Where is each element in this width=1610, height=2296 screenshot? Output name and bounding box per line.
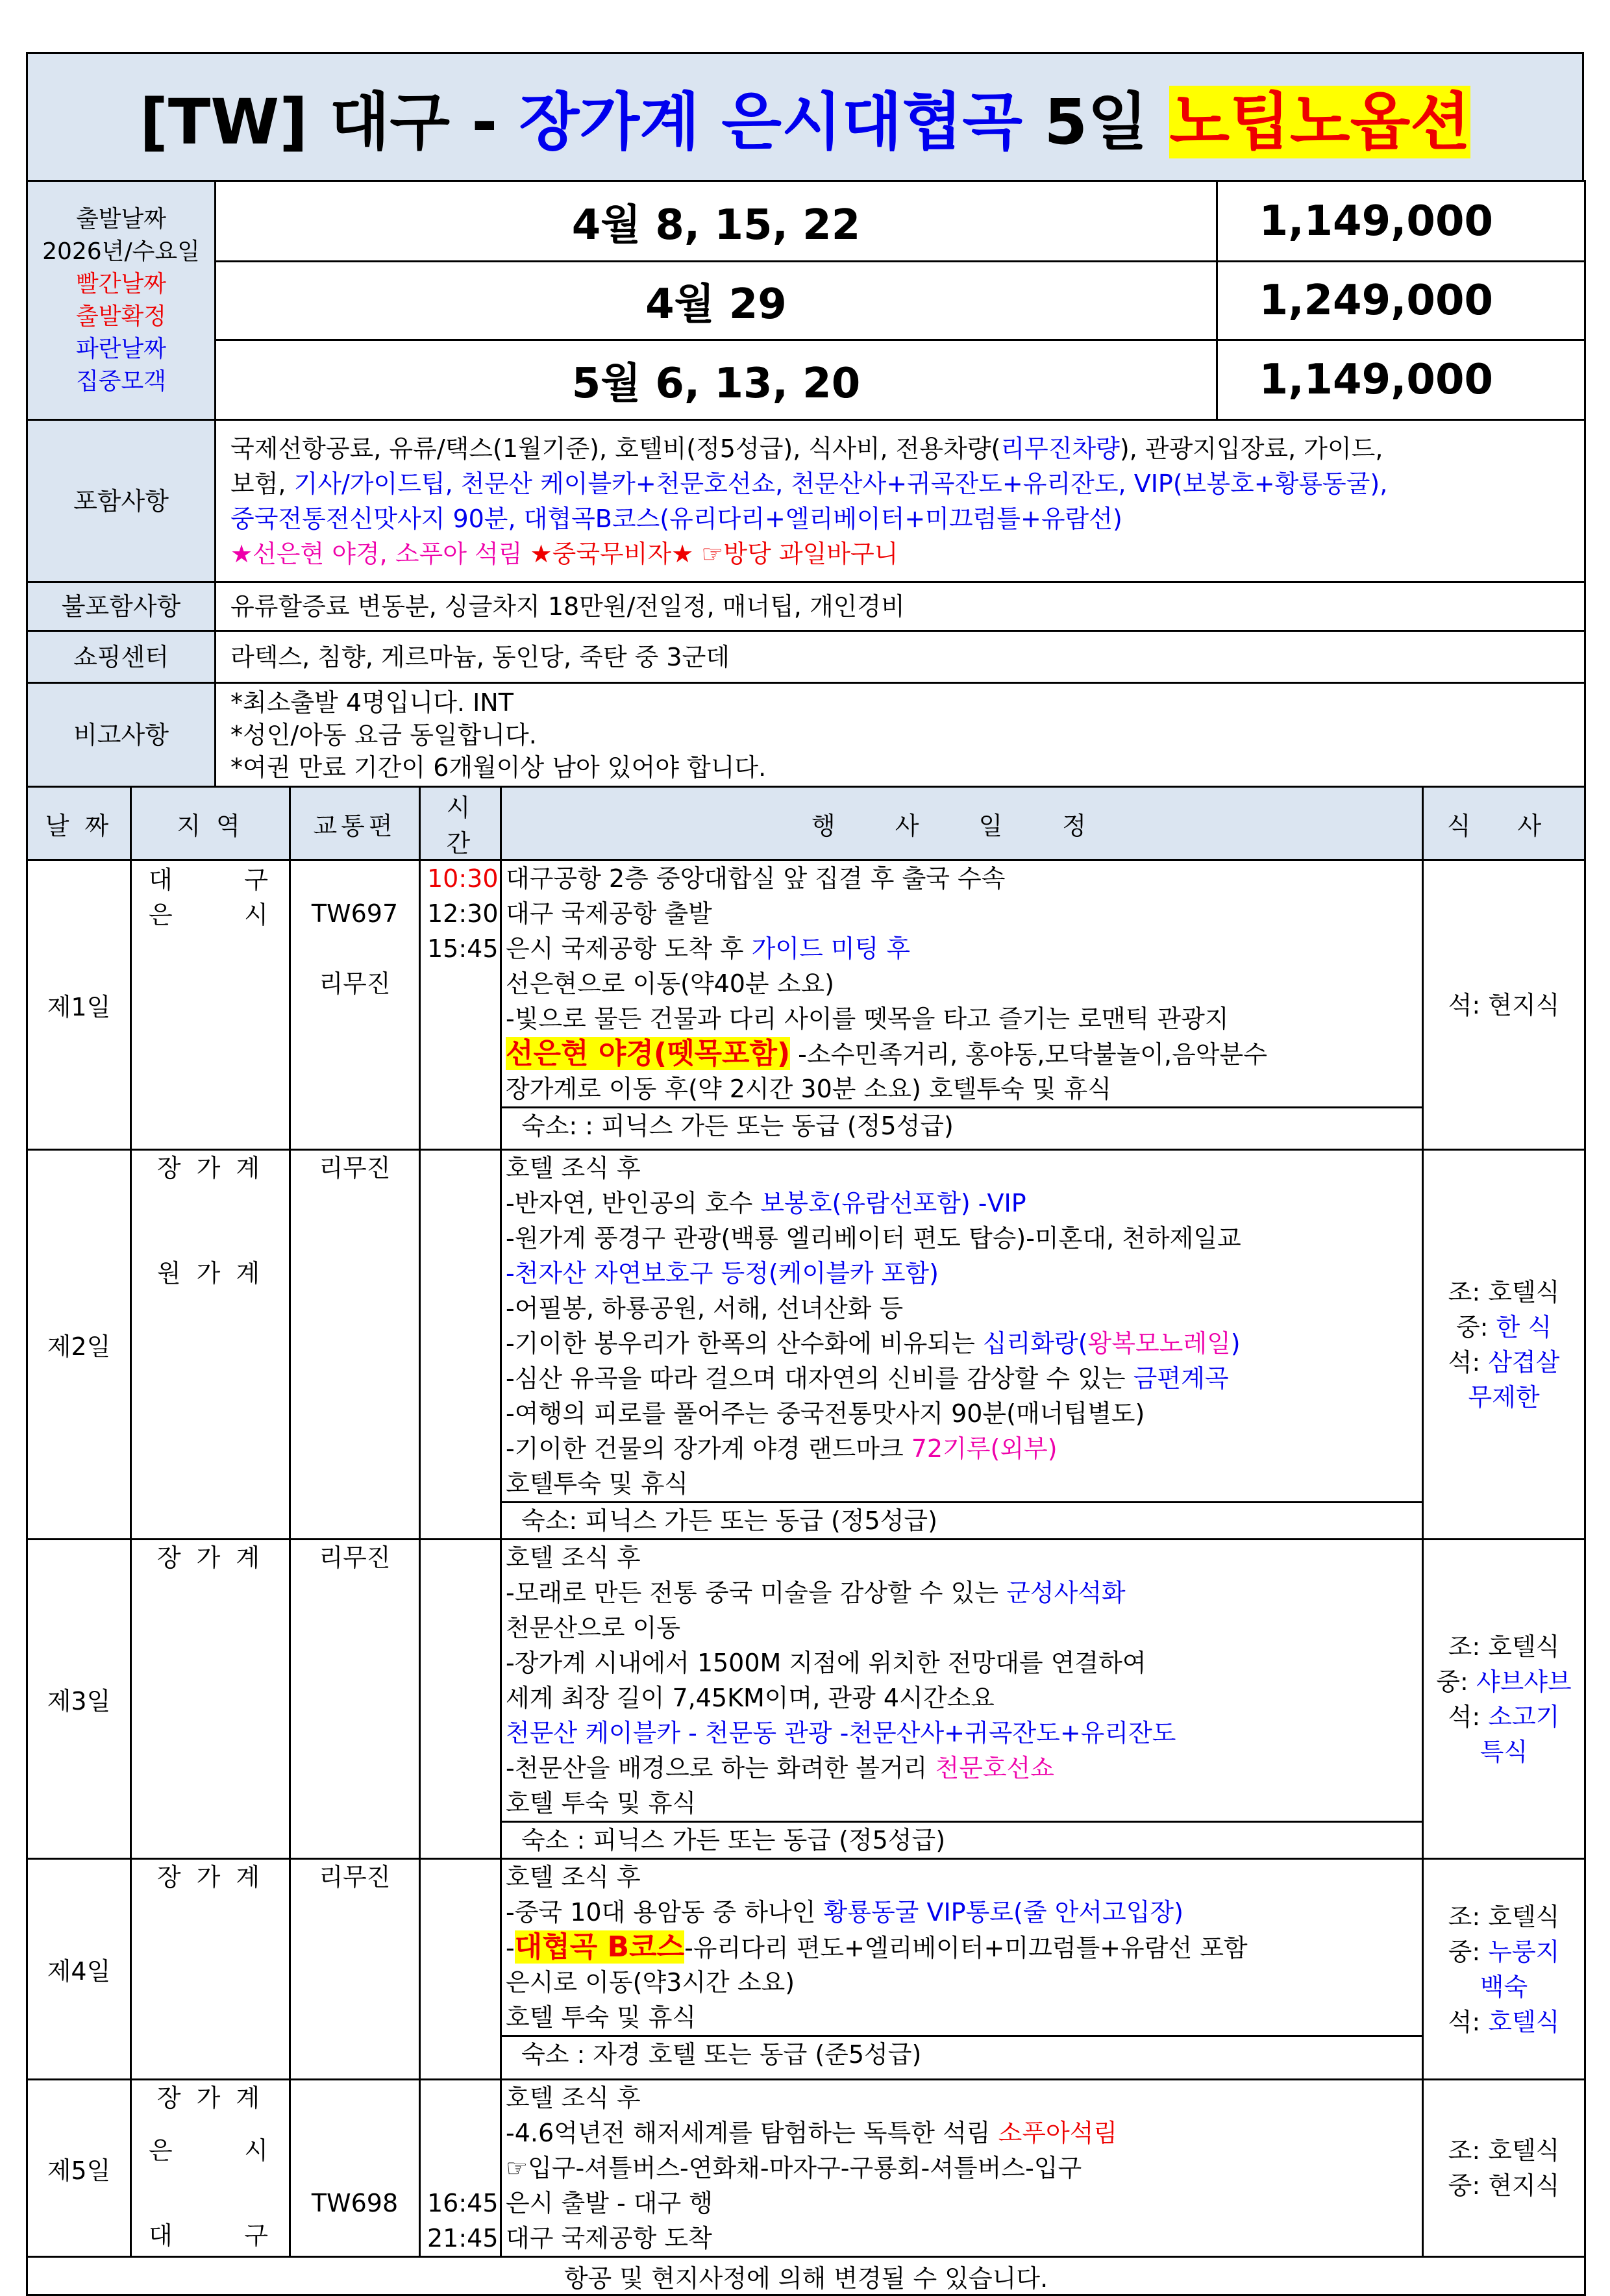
day-2-times	[420, 1150, 501, 1540]
day-2-meals: 조: 호텔식 중: 한 식 석: 삼겹살 무제한	[1423, 1150, 1585, 1540]
day-3-schedule: 호텔 조식 후 -모래로 만든 전통 중국 미술을 감상할 수 있는 군성사석화 천문산으로 이동 -장가계 시내에서 1500M 지점에 위치한 전망대를 연결하여 세계 최장 길이 7,45KM이며, 관광 4시간소요 천문산 케이블카 - 천문동 관광 -천문산사+귀곡잔도+유리잔도 -천문산을 배경으로 하는 화려한 볼거리 천문호선쇼 호텔 투숙 및 휴식 숙소 : 피닉스 가든 또는 동급 (정5성급)	[501, 1540, 1423, 1859]
itinerary-table	[26, 786, 1586, 2296]
day-4-label: 제4일	[27, 1859, 131, 2080]
excluded-label: 불포함사항	[27, 582, 216, 631]
day-3-regions: 장 가 계	[131, 1540, 290, 1859]
excluded-text: 유류할증료 변동분, 싱글차지 18만원/전일정, 매너팁, 개인경비	[216, 582, 1585, 631]
day-3-meals: 조: 호텔식 중: 샤브샤브 석: 소고기 특식	[1423, 1540, 1585, 1859]
day-2-hotel: 숙소: 피닉스 가든 또는 동급 (정5성급)	[502, 1501, 1422, 1538]
day-3-hotel: 숙소 : 피닉스 가든 또는 동급 (정5성급)	[502, 1821, 1422, 1858]
included-label: 포함사항	[27, 420, 216, 582]
day-2-label: 제2일	[27, 1150, 131, 1540]
header-region: 지 역	[131, 787, 290, 860]
remarks-text: *최소출발 4명입니다. INT *성인/아동 요금 동일합니다. *여권 만료 기간이 6개월이상 남아 있어야 합니다.	[216, 683, 1585, 787]
day-1-times: 10:30 12:30 15:45	[420, 860, 501, 1150]
day-1-hotel: 숙소: : 피닉스 가든 또는 동급 (정5성급)	[502, 1106, 1422, 1146]
day-1-regions: 대 구 은 시	[131, 860, 290, 1150]
header-schedule: 행 사 일 정	[501, 787, 1423, 860]
day-1-transport: TW697 리무진	[290, 860, 420, 1150]
day-3-label: 제3일	[27, 1540, 131, 1859]
day-5-label: 제5일	[27, 2080, 131, 2257]
day-4-regions: 장 가 계	[131, 1859, 290, 2080]
header-meals: 식 사	[1423, 787, 1585, 860]
day-5-schedule: 호텔 조식 후 -4.6억년전 해저세계를 탐험하는 독특한 석림 소푸아석림 ☞입구-셔틀버스-연화채-마자구-구룡회-셔틀버스-입구 은시 출발 - 대구 행 대구 국제공항 도착	[501, 2080, 1423, 2257]
info-table	[26, 419, 1586, 788]
departure-dates-3: 5월 6, 13, 20	[216, 340, 1217, 420]
page-title	[27, 53, 1583, 181]
day-5-times: 16:45 21:45	[420, 2080, 501, 2257]
title-highlight: 노팁노옵션	[1169, 85, 1471, 158]
day-5-meals: 조: 호텔식 중: 현지식	[1423, 2080, 1585, 2257]
day-4-transport: 리무진	[290, 1859, 420, 2080]
day-4-times	[420, 1859, 501, 2080]
day-3-transport: 리무진	[290, 1540, 420, 1859]
itinerary-page	[26, 52, 1584, 2296]
included-text: 국제선항공료, 유류/택스(1월기준), 호텔비(정5성급), 식사비, 전용차량(리무진차량), 관광지입장료, 가이드, 보험, 기사/가이드팁, 천문산 케이블카+천문호선쇼, 천문산사+귀곡잔도+유리잔도, VIP(보봉호+황룡동굴), 중국전통전신맛사지 90분, 대협곡B코스(유리다리+엘리베이터+미끄럼틀+유람선) ★선은현 야경, 소푸아 석림 ★중국무비자★ ☞방당 과일바구니	[216, 420, 1585, 582]
departure-dates-2: 4월 29	[216, 262, 1217, 340]
title-table	[26, 52, 1584, 182]
day-1-meals: 석: 현지식	[1423, 860, 1585, 1150]
day-1-schedule: 대구공항 2층 중앙대합실 앞 집결 후 출국 수속 대구 국제공항 출발 은시 국제공항 도착 후 가이드 미팅 후 선은현으로 이동(약40분 소요) -빛으로 물든 건물과 다리 사이를 뗏목을 타고 즐기는 로맨틱 관광지 선은현 야경(뗏목포함) -소수민족거리, 홍야동,모닥불놀이,음악분수 장가계로 이동 후(약 2시간 30분 소요) 호텔투숙 및 휴식 숙소: : 피닉스 가든 또는 동급 (정5성급)	[501, 860, 1423, 1150]
shopping-text: 라텍스, 침향, 게르마늄, 동인당, 죽탄 중 3군데	[216, 631, 1585, 683]
day-2-schedule: 호텔 조식 후 -반자연, 반인공의 호수 보봉호(유람선포함) -VIP -원가계 풍경구 관광(백룡 엘리베이터 편도 탑승)-미혼대, 천하제일교 -천자산 자연보호구 등정(케이블카 포함) -어필봉, 하룡공원, 서해, 선녀산화 등 -기이한 봉우리가 한폭의 산수화에 비유되는 십리화랑(왕복모노레일) -심산 유곡을 따라 걸으며 대자연의 신비를 감상할 수 있는 금편계곡 -여행의 피로를 풀어주는 중국전통맛사지 90분(매너팁별도) -기이한 건물의 장가계 야경 랜드마크 72기루(외부) 호텔투숙 및 휴식 숙소: 피닉스 가든 또는 동급 (정5성급)	[501, 1150, 1423, 1540]
day-4-hotel: 숙소 : 자경 호텔 또는 동급 (준5성급)	[502, 2035, 1422, 2072]
title-destination: 장가계 은시대협곡	[519, 85, 1022, 158]
day-2-transport: 리무진	[290, 1150, 420, 1540]
departure-label: 출발날짜 2026년/수요일 빨간날짜 출발확정 파란날짜 집중모객	[27, 181, 216, 420]
price-table	[26, 180, 1586, 421]
title-prefix: [TW] 대구 -	[139, 85, 519, 158]
day-4-schedule: 호텔 조식 후 -중국 10대 용암동 중 하나인 황룡동굴 VIP통로(줄 안서고입장) -대협곡 B코스-유리다리 편도+엘리베이터+미끄럼틀+유람선 포함 은시로 이동(약3시간 소요) 호텔 투숙 및 휴식 숙소 : 자경 호텔 또는 동급 (준5성급)	[501, 1859, 1423, 2080]
departure-dates-1: 4월 8, 15, 22	[216, 181, 1217, 262]
price-1: 1,149,000	[1217, 181, 1585, 262]
day-3-times	[420, 1540, 501, 1859]
remarks-label: 비고사항	[27, 683, 216, 787]
shopping-label: 쇼핑센터	[27, 631, 216, 683]
day-1-label: 제1일	[27, 860, 131, 1150]
price-2: 1,249,000	[1217, 262, 1585, 340]
day-4-meals: 조: 호텔식 중: 누룽지 백숙 석: 호텔식	[1423, 1859, 1585, 2080]
day-5-transport: TW698	[290, 2080, 420, 2257]
title-duration: 5일	[1022, 85, 1170, 158]
header-transport: 교통편	[290, 787, 420, 860]
day-2-regions: 장 가 계 원 가 계	[131, 1150, 290, 1540]
header-date: 날 짜	[27, 787, 131, 860]
price-3: 1,149,000	[1217, 340, 1585, 420]
header-time: 시 간	[420, 787, 501, 860]
day-5-regions: 장 가 계 은 시 대 구	[131, 2080, 290, 2257]
footer-note: 항공 및 현지사정에 의해 변경될 수 있습니다.	[27, 2257, 1585, 2295]
